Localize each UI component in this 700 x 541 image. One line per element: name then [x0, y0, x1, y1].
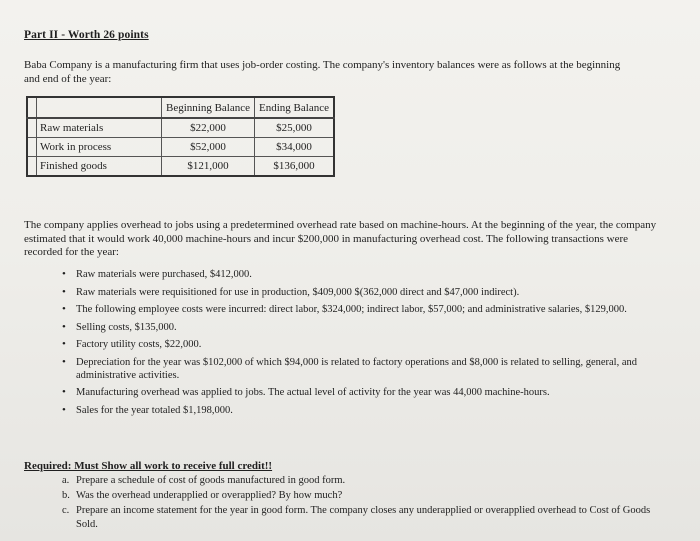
transaction-text: Sales for the year totaled $1,198,000. — [76, 404, 233, 416]
list-item — [60, 303, 660, 316]
table-row — [27, 118, 334, 138]
beginning-balance: $121,000 — [162, 157, 255, 177]
bullet-icon: • — [62, 320, 66, 333]
table-corner-cell — [37, 97, 162, 118]
col-header-ending: Ending Balance — [255, 97, 335, 118]
row-label: Raw materials — [37, 118, 162, 138]
beginning-balance: $52,000 — [162, 138, 255, 157]
requirement-label: c. — [62, 505, 70, 517]
list-item — [62, 489, 662, 502]
inventory-table — [26, 96, 335, 177]
transaction-text: Selling costs, $135,000. — [76, 321, 177, 333]
col-header-beginning: Beginning Balance — [162, 97, 255, 118]
list-item — [60, 356, 660, 382]
transaction-text: Factory utility costs, $22,000. — [76, 339, 202, 350]
part-heading: Part II - Worth 26 points — [24, 29, 149, 41]
list-item — [60, 338, 660, 351]
requirement-text: Prepare a schedule of cost of goods manufactured in good form. — [76, 475, 346, 486]
list-item — [62, 504, 662, 530]
table-blank-cell — [27, 97, 37, 118]
list-item — [60, 386, 660, 399]
ending-balance: $136,000 — [255, 157, 335, 177]
transaction-text: Manufacturing overhead was applied to jobs. The actual level of activity for the year was 44,000 machine-hours. — [76, 387, 550, 399]
table-blank-cell — [27, 138, 37, 157]
row-label: Finished goods — [37, 157, 162, 177]
transaction-text: Depreciation for the year was $102,000 of which $94,000 is related to factory operations and $8,000 is related to selling, general, and administrative activities. — [76, 356, 637, 381]
bullet-icon: • — [62, 303, 66, 315]
table-blank-cell — [27, 118, 37, 138]
requirement-label: b. — [62, 490, 70, 502]
transaction-text: Raw materials were requisitioned for use in production, $409,000 $(362,000 direct and $47,000 indirect). — [76, 286, 520, 298]
bullet-icon: • — [62, 386, 66, 399]
bullet-icon: • — [62, 355, 66, 368]
bullet-icon: • — [62, 403, 66, 416]
table-row — [27, 138, 334, 157]
ending-balance: $25,000 — [255, 118, 335, 138]
beginning-balance: $22,000 — [162, 118, 255, 138]
list-item — [60, 404, 660, 417]
requirement-label: a. — [62, 475, 70, 486]
bullet-icon: • — [62, 268, 66, 280]
row-label: Work in process — [37, 138, 162, 157]
list-item — [60, 268, 660, 281]
transaction-text: Raw materials were purchased, $412,000. — [76, 269, 252, 280]
transactions-list — [60, 268, 660, 421]
table-row — [27, 157, 334, 177]
table-header-row — [27, 97, 334, 118]
table-blank-cell — [27, 157, 37, 177]
requirement-text: Was the overhead underapplied or overapplied? By how much? — [76, 490, 343, 502]
intro-paragraph: Baba Company is a manufacturing firm that uses job-order costing. The company's inventory balances were as follows at the beginning and end of the year: — [24, 59, 621, 85]
bullet-icon: • — [62, 285, 66, 298]
transaction-text: The following employee costs were incurred: direct labor, $324,000; indirect labor, $57,000; and administrative salaries, $129,000. — [76, 304, 627, 315]
list-item — [60, 286, 660, 299]
overhead-paragraph: The company applies overhead to jobs using a predetermined overhead rate based on machine-hours. At the beginning of the year, the company estimated that it would work 40,000 machine-hours and incur $200,000 in manufacturing overhead cost. The following transactions were recorded for the year: — [24, 219, 657, 258]
requirement-text: Prepare an income statement for the year in good form. The company closes any underapplied or overapplied overhead to Cost of Goods Sold. — [76, 505, 651, 530]
list-item — [62, 474, 662, 487]
ending-balance: $34,000 — [255, 138, 335, 157]
requirements-list — [62, 474, 662, 533]
required-title: Required: Must Show all work to receive full credit!! — [24, 460, 273, 472]
list-item — [60, 321, 660, 334]
bullet-icon: • — [62, 338, 66, 350]
